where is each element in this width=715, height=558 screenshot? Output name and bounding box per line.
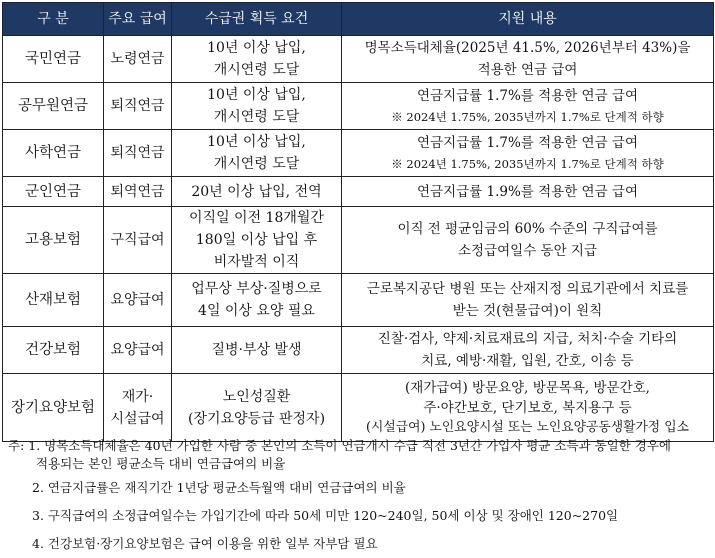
support-line: 연금지급률 1.7%를 적용한 연금 급여 [417,88,638,104]
requirement-line: 질병·부상 발생 [211,342,302,358]
footnote-1: 주: 1. 명목소득대체율은 40년 가입한 사람 중 본인의 소득이 연금개시 수급 직전 3년간 가입자 평균 소득과 동일한 경우에 [8,438,671,453]
row-benefit: 노령연금 [104,36,172,83]
footnotes [8,432,710,558]
requirement-line: 4일 이상 요양 필요 [198,303,315,319]
row-requirement [172,177,342,207]
support-line: 치료, 예방·재활, 입원, 간호, 이송 등 [421,353,634,369]
requirement-line: 10년 이상 납입, [207,134,306,150]
row-support [342,83,714,130]
requirement-line: 업무상 부상·질병으로 [191,281,322,297]
support-line: 연금지급률 1.9%를 적용한 연금 급여 [417,183,638,200]
requirement-line: 180일 이상 납입 후 [195,232,318,248]
row-category: 국민연금 [3,36,104,83]
support-line: (재가급여) 방문요양, 방문목욕, 방문간호, [405,379,650,396]
support-line: 주·야간보호, 단기보호, 복지용구 등 [423,399,632,416]
row-support [342,207,714,274]
table-header-row [3,3,714,36]
support-note: ※ 2024년 1.75%, 2035년까지 1.7%로 단계적 하향 [391,157,664,171]
row-support [342,327,714,374]
table-row [3,36,714,83]
requirement-line: 20년 이상 납입, 전역 [191,183,322,200]
requirement-line: 비자발적 이직 [213,254,300,270]
support-line: 연금지급률 1.7%를 적용한 연금 급여 [417,135,638,151]
benefit-line: 재가· [121,388,154,405]
row-benefit: 요양급여 [104,274,172,327]
requirement-line: 개시연령 도달 [213,109,300,125]
row-requirement [172,36,342,83]
table-row [3,207,714,274]
row-requirement [172,130,342,177]
support-line: 받는 것(현물급여)이 원칙 [452,303,603,319]
requirement-line: 노인성질환 [222,388,291,405]
support-line: 적용한 연금 급여 [477,62,578,78]
header-category: 구 분 [3,3,104,36]
requirement-line: 10년 이상 납입, [207,87,306,103]
row-category: 군인연금 [3,177,104,207]
row-support [342,177,714,207]
row-support [342,36,714,83]
support-line: 이직 전 평균임금의 60% 수준의 구직급여를 [397,221,658,237]
table-row [3,177,714,207]
table-row [3,130,714,177]
row-category: 고용보험 [3,207,104,274]
footnote-2: 2. 연금지급률은 재직기간 1년당 평균소득월액 대비 연금급여의 비율 [32,480,406,495]
row-benefit: 요양급여 [104,327,172,374]
table-row [3,274,714,327]
row-category: 공무원연금 [3,83,104,130]
row-requirement [172,274,342,327]
header-requirement: 수급권 획득 요건 [172,3,342,36]
row-support [342,274,714,327]
support-line: 진찰·검사, 약제·치료재료의 지급, 처치·수술 기타의 [377,331,678,347]
benefit-line: 시설급여 [110,410,165,427]
row-benefit: 퇴직연금 [104,130,172,177]
row-requirement [172,207,342,274]
row-benefit: 퇴직연금 [104,83,172,130]
requirement-line: (장기요양등급 판정자) [187,410,326,427]
requirement-line: 개시연령 도달 [213,62,300,78]
support-line: (시설급여) 노인요양시설 또는 노인요양공동생활가정 입소 [366,419,689,435]
footnote-4: 4. 건강보험·장기요양보험은 급여 이용을 위한 일부 자부담 필요 [32,536,378,551]
row-benefit: 퇴역연금 [104,177,172,207]
row-support [342,130,714,177]
footnote-1-continued: 적용되는 본인 평균소득 대비 연금급여의 비율 [36,456,286,471]
requirement-line: 개시연령 도달 [213,156,300,172]
header-support: 지원 내용 [342,3,714,36]
support-line: 소정급여일수 동안 지급 [458,243,597,259]
support-note: ※ 2024년 1.75%, 2035년까지 1.7%로 단계적 하향 [391,110,664,124]
row-category: 건강보험 [3,327,104,374]
header-benefit: 주요 급여 [104,3,172,36]
row-requirement [172,327,342,374]
requirement-line: 이직일 이전 18개월간 [189,210,324,226]
support-line: 명목소득대체율(2025년 41.5%, 2026년부터 43%)을 [364,40,691,56]
table-row [3,83,714,130]
table-row [3,327,714,374]
row-benefit: 구직급여 [104,207,172,274]
support-line: 근로복지공단 병원 또는 산재지정 의료기관에서 치료를 [366,281,689,297]
row-requirement [172,83,342,130]
requirement-line: 10년 이상 납입, [207,40,306,56]
footnote-3: 3. 구직급여의 소정급여일수는 가입기간에 따라 50세 미만 120~240일, 50세 이상 및 장애인 120~270일 [32,508,619,523]
row-category: 사학연금 [3,130,104,177]
row-category: 산재보험 [3,274,104,327]
benefits-table [2,2,714,442]
row-category: 장기요양보험 [3,374,104,442]
